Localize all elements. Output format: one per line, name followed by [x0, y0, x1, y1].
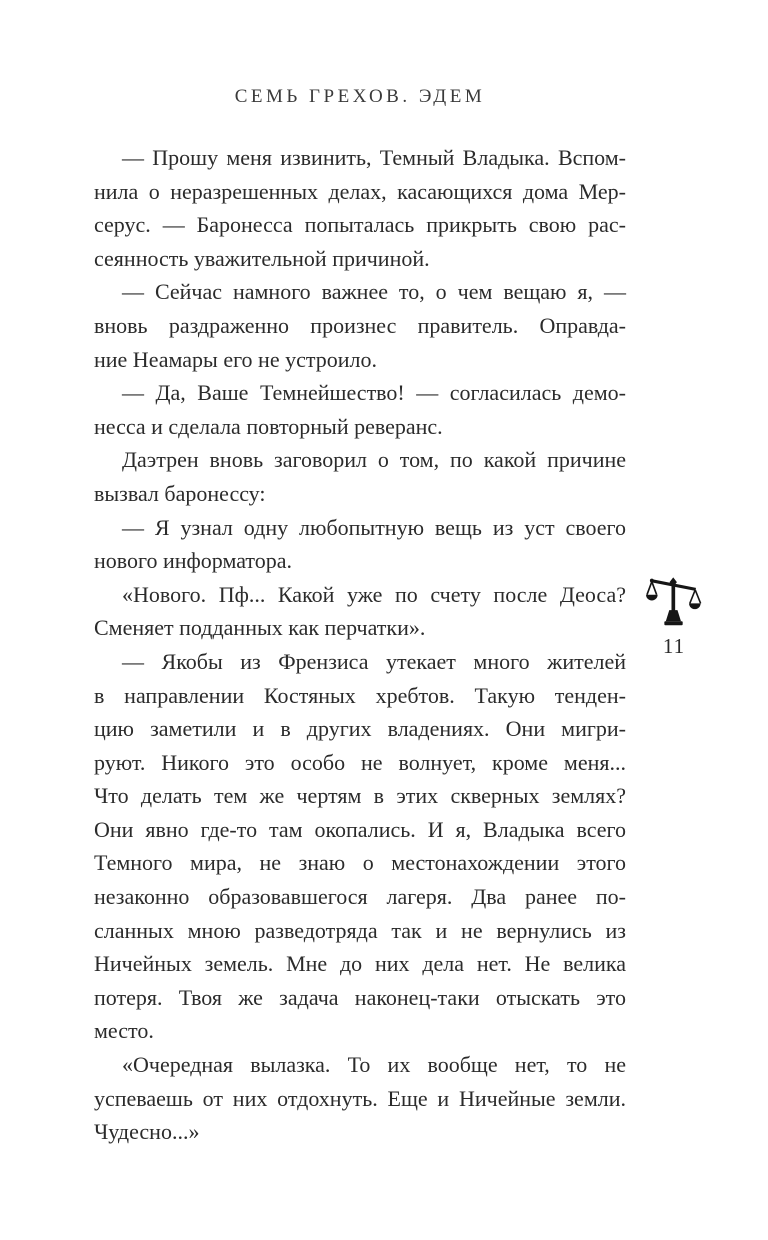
text-line: Чудесно...»	[94, 1119, 200, 1145]
running-head: СЕМЬ ГРЕХОВ. ЭДЕМ	[234, 86, 486, 107]
text-line: Они явно где-то там окопались. И я, Владыка всего	[94, 816, 626, 842]
text-line: — Прошу меня извинить, Темный Владыка. Вспом-	[122, 145, 626, 170]
text-line: нового информатора.	[94, 548, 293, 574]
paragraph	[94, 141, 626, 275]
paragraph	[94, 511, 626, 578]
text-block	[94, 141, 626, 1149]
text-line: «Очередная вылазка. То их вообще нет, то не	[122, 1052, 626, 1078]
paragraph	[94, 443, 626, 510]
paragraph	[94, 275, 626, 376]
text-line: нила о неразрешенных делах, касающихся дома Мер-	[94, 178, 626, 204]
balance-scales-icon	[646, 573, 702, 627]
text-line: Темного мира, не знаю о местонахождении этого	[94, 850, 626, 876]
paragraph	[94, 578, 626, 645]
paragraph	[94, 376, 626, 443]
text-line: незаконно образовавшегося лагеря. Два ранее по-	[94, 884, 626, 910]
text-line: — Якобы из Френзиса утекает много жителей	[122, 648, 626, 674]
text-line: — Да, Ваше Темнейшество! — согласилась демо-	[122, 380, 626, 406]
text-line: вновь раздраженно произнес правитель. Оправда-	[94, 312, 626, 338]
text-line: серус. — Баронесса попыталась прикрыть свою рас-	[94, 212, 626, 238]
text-line: цию заметили и в других владениях. Они мигри-	[94, 716, 626, 742]
text-line: сланных мною разведотряда так и не вернулись из	[94, 917, 626, 943]
text-line: в направлении Костяных хребтов. Такую тенден-	[94, 682, 626, 708]
text-line: сеянность уважительной причиной.	[94, 245, 430, 271]
paragraph	[94, 1048, 626, 1149]
text-line: вызвал баронессу:	[94, 480, 266, 506]
text-line: Что делать тем же чертям в этих скверных землях?	[94, 783, 626, 809]
text-line: Ничейных земель. Мне до них дела нет. Не велика	[94, 951, 626, 977]
text-line: ние Неамары его не устроило.	[94, 346, 377, 372]
text-line: — Сейчас намного важнее то, о чем вещаю я, —	[122, 279, 626, 305]
page-number: 11	[662, 634, 686, 658]
text-line: Сменяет подданных как перчатки».	[94, 615, 426, 641]
text-line: успеваешь от них отдохнуть. Еще и Ничейные земли.	[94, 1085, 626, 1111]
text-line: потеря. Твоя же задача наконец-таки отыскать это	[94, 984, 626, 1010]
text-line: «Нового. Пф... Какой уже по счету после Деоса?	[122, 581, 626, 607]
text-line: — Я узнал одну любопытную вещь из уст своего	[122, 514, 626, 540]
text-line: несса и сделала повторный реверанс.	[94, 413, 443, 439]
text-line: Даэтрен вновь заговорил о том, по какой причине	[122, 447, 626, 473]
text-line: место.	[94, 1018, 154, 1044]
marginalia	[645, 573, 703, 659]
text-line: руют. Никого это особо не волнует, кроме меня...	[94, 749, 626, 775]
paragraph	[94, 645, 626, 1048]
